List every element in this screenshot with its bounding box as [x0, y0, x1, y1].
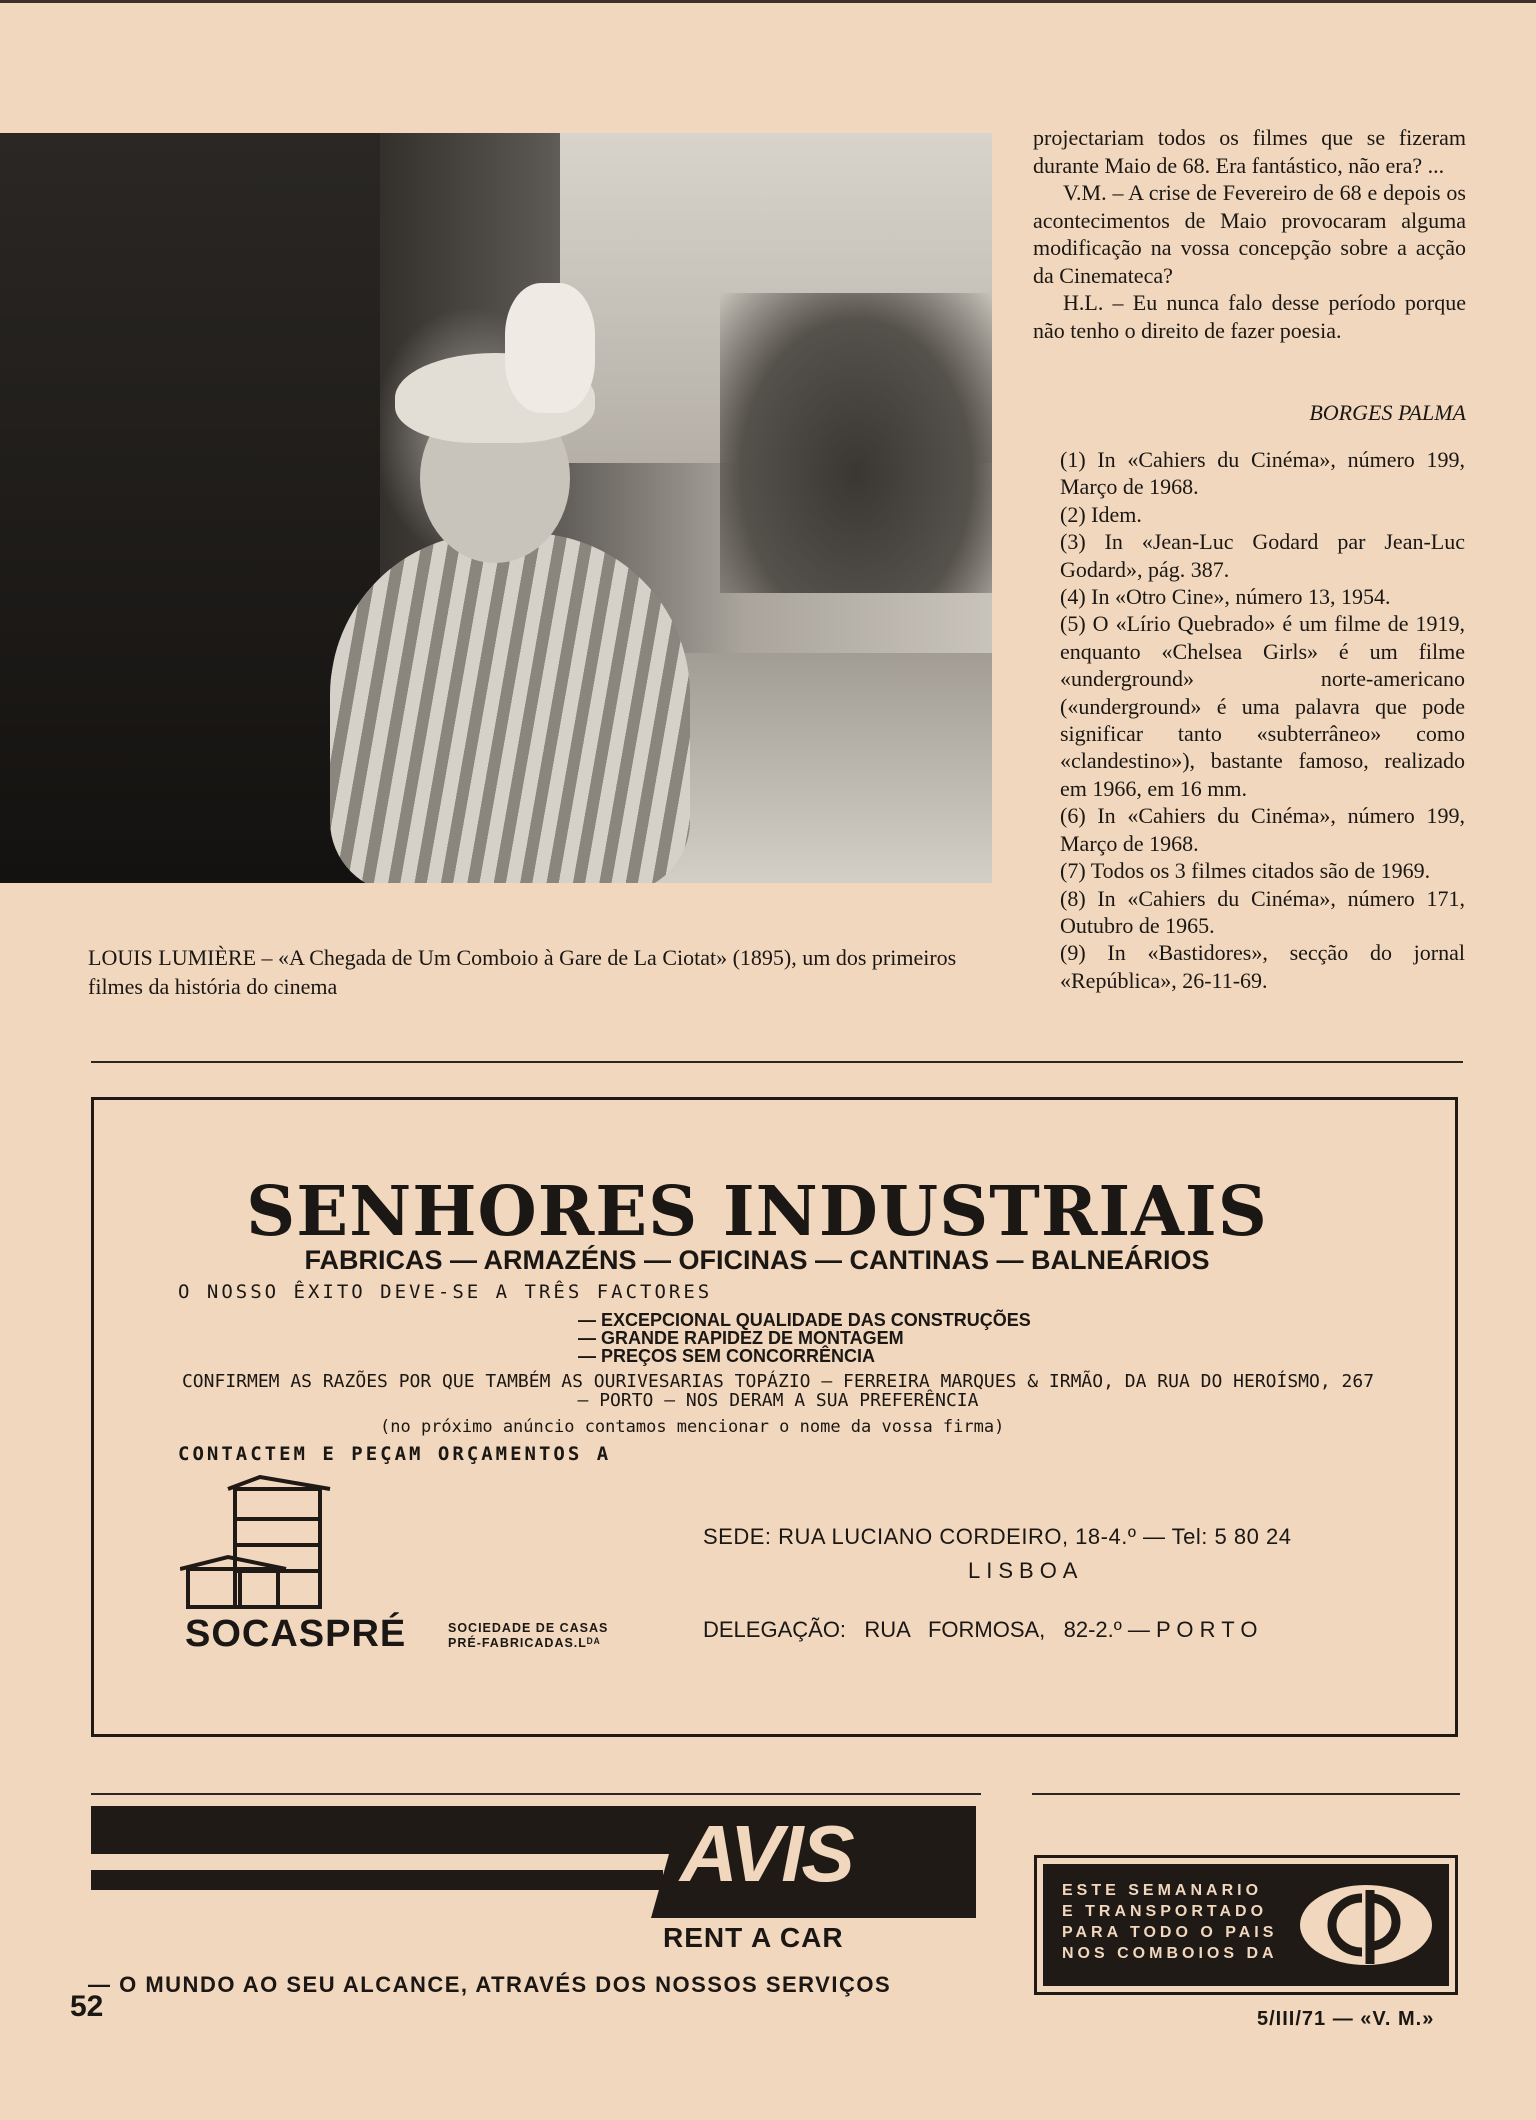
- ad-note: (no próximo anúncio contamos mencionar o nome da vossa firma): [380, 1417, 1005, 1437]
- cp-line: ESTE SEMANARIO: [1062, 1882, 1263, 1899]
- photo-trees: [720, 293, 992, 593]
- footnote: (3) In «Jean-Luc Godard par Jean-Luc Godard», pág. 387.: [1060, 529, 1465, 582]
- ad-sede-address: SEDE: RUA LUCIANO CORDEIRO, 18-4.º — Tel: 5 80 24: [703, 1524, 1292, 1549]
- ad-city: LISBOA: [968, 1558, 1084, 1583]
- ad-confirm-text: CONFIRMEM AS RAZÕES POR QUE TAMBÉM AS OURIVESARIAS TOPÁZIO — FERREIRA MARQUES & IRMÃO, DA RUA DO HEROÍSMO, 267 — PORTO — NOS DERAM A SUA PREFERÊNCIA: [181, 1371, 1375, 1411]
- footnote: (5) O «Lírio Quebrado» é um filme de 1919, enquanto «Chelsea Girls» é um filme «underground» norte-americano («underground» é uma palavra que pode significar tanto «subterrâneo» como «clandestino»), bastante famoso, realizado em 1966, em 16 mm.: [1060, 611, 1465, 801]
- cp-line: E TRANSPORTADO: [1062, 1903, 1268, 1920]
- ad-factor: — EXCEPCIONAL QUALIDADE DAS CONSTRUÇÕES: [578, 1310, 1031, 1330]
- footnote: (8) In «Cahiers du Cinéma», número 171, Outubro de 1965.: [1060, 885, 1465, 938]
- avis-slogan: — O MUNDO AO SEU ALCANCE, ATRAVÉS DOS NOSSOS SERVIÇOS: [88, 1972, 892, 1997]
- bottom-rule-left: [91, 1793, 981, 1795]
- lumiere-photo: [0, 133, 992, 883]
- article-column: [1033, 124, 1466, 344]
- socaspre-description: [448, 1621, 608, 1651]
- ad-factors-intro: O NOSSO ÊXITO DEVE-SE A TRÊS FACTORES: [178, 1281, 713, 1303]
- ad-subtitle: FABRICAS — ARMAZÉNS — OFICINAS — CANTINAS — BALNEÁRIOS: [304, 1245, 1210, 1275]
- footnote: (7) Todos os 3 filmes citados são de 1969.: [1060, 858, 1431, 884]
- footnote: (2) Idem.: [1060, 501, 1142, 527]
- avis-logo: AVIS: [680, 1809, 853, 1898]
- footnote: (9) In «Bastidores», secção do jornal «República», 26-11-69.: [1060, 940, 1465, 993]
- ad-title: SENHORES INDUSTRIAIS: [246, 1172, 1268, 1252]
- photo-girl-dress: [330, 533, 690, 883]
- socaspre-logo: SOCASPRÉ: [185, 1613, 407, 1655]
- author-signature: BORGES PALMA: [1309, 400, 1466, 425]
- footnote: (1) In «Cahiers du Cinéma», número 199, Março de 1968.: [1060, 447, 1465, 500]
- socaspre-desc-line: PRÉ-FABRICADAS.Lᴰᴬ: [448, 1636, 601, 1650]
- cp-ad-text: [1062, 1880, 1278, 1964]
- ad-factors-list: [578, 1311, 1031, 1365]
- ad-factor: — GRANDE RAPIDEZ DE MONTAGEM: [578, 1328, 904, 1348]
- photo-hat-bow: [505, 283, 595, 413]
- article-paragraph: V.M. – A crise de Fevereiro de 68 e depois os acontecimentos de Maio provocaram alguma modificação na vossa concepção sobre a acção da Cinemateca?: [1033, 180, 1466, 288]
- article-paragraph: H.L. – Eu nunca falo desse período porque não tenho o direito de fazer poesia.: [1033, 290, 1466, 343]
- photo-caption: LOUIS LUMIÈRE – «A Chegada de Um Comboio à Gare de La Ciotat» (1895), um dos primeiros filmes da história do cinema: [88, 945, 957, 999]
- prefab-house-icon: [180, 1475, 335, 1610]
- photo-train: [0, 133, 380, 883]
- bottom-rule-right: [1032, 1793, 1460, 1795]
- cp-line: NOS COMBOIOS DA: [1062, 1945, 1278, 1962]
- socaspre-desc-line: SOCIEDADE DE CASAS: [448, 1621, 609, 1635]
- avis-tagline: RENT A CAR: [663, 1922, 844, 1953]
- ad-contact: CONTACTEM E PEÇAM ORÇAMENTOS A: [178, 1443, 612, 1465]
- ad-delegacao-address: DELEGAÇÃO: RUA FORMOSA, 82-2.º — P O R T O: [703, 1617, 1258, 1642]
- cp-line: PARA TODO O PAIS: [1062, 1924, 1278, 1941]
- issue-footer: 5/III/71 — «V. M.»: [1257, 2008, 1435, 2030]
- section-divider: [91, 1061, 1463, 1063]
- ad-factor: — PREÇOS SEM CONCORRÊNCIA: [578, 1346, 876, 1366]
- top-rule: [0, 0, 1536, 3]
- footnote: (6) In «Cahiers du Cinéma», número 199, Março de 1968.: [1060, 803, 1465, 856]
- cp-logo-icon: [1296, 1880, 1436, 1970]
- footnote: (4) In «Otro Cine», número 13, 1954.: [1060, 584, 1391, 610]
- article-paragraph: projectariam todos os filmes que se fizeram durante Maio de 68. Era fantástico, não era? ...: [1033, 125, 1466, 178]
- footnotes: [1060, 446, 1465, 994]
- page-number: 52: [70, 1990, 104, 2023]
